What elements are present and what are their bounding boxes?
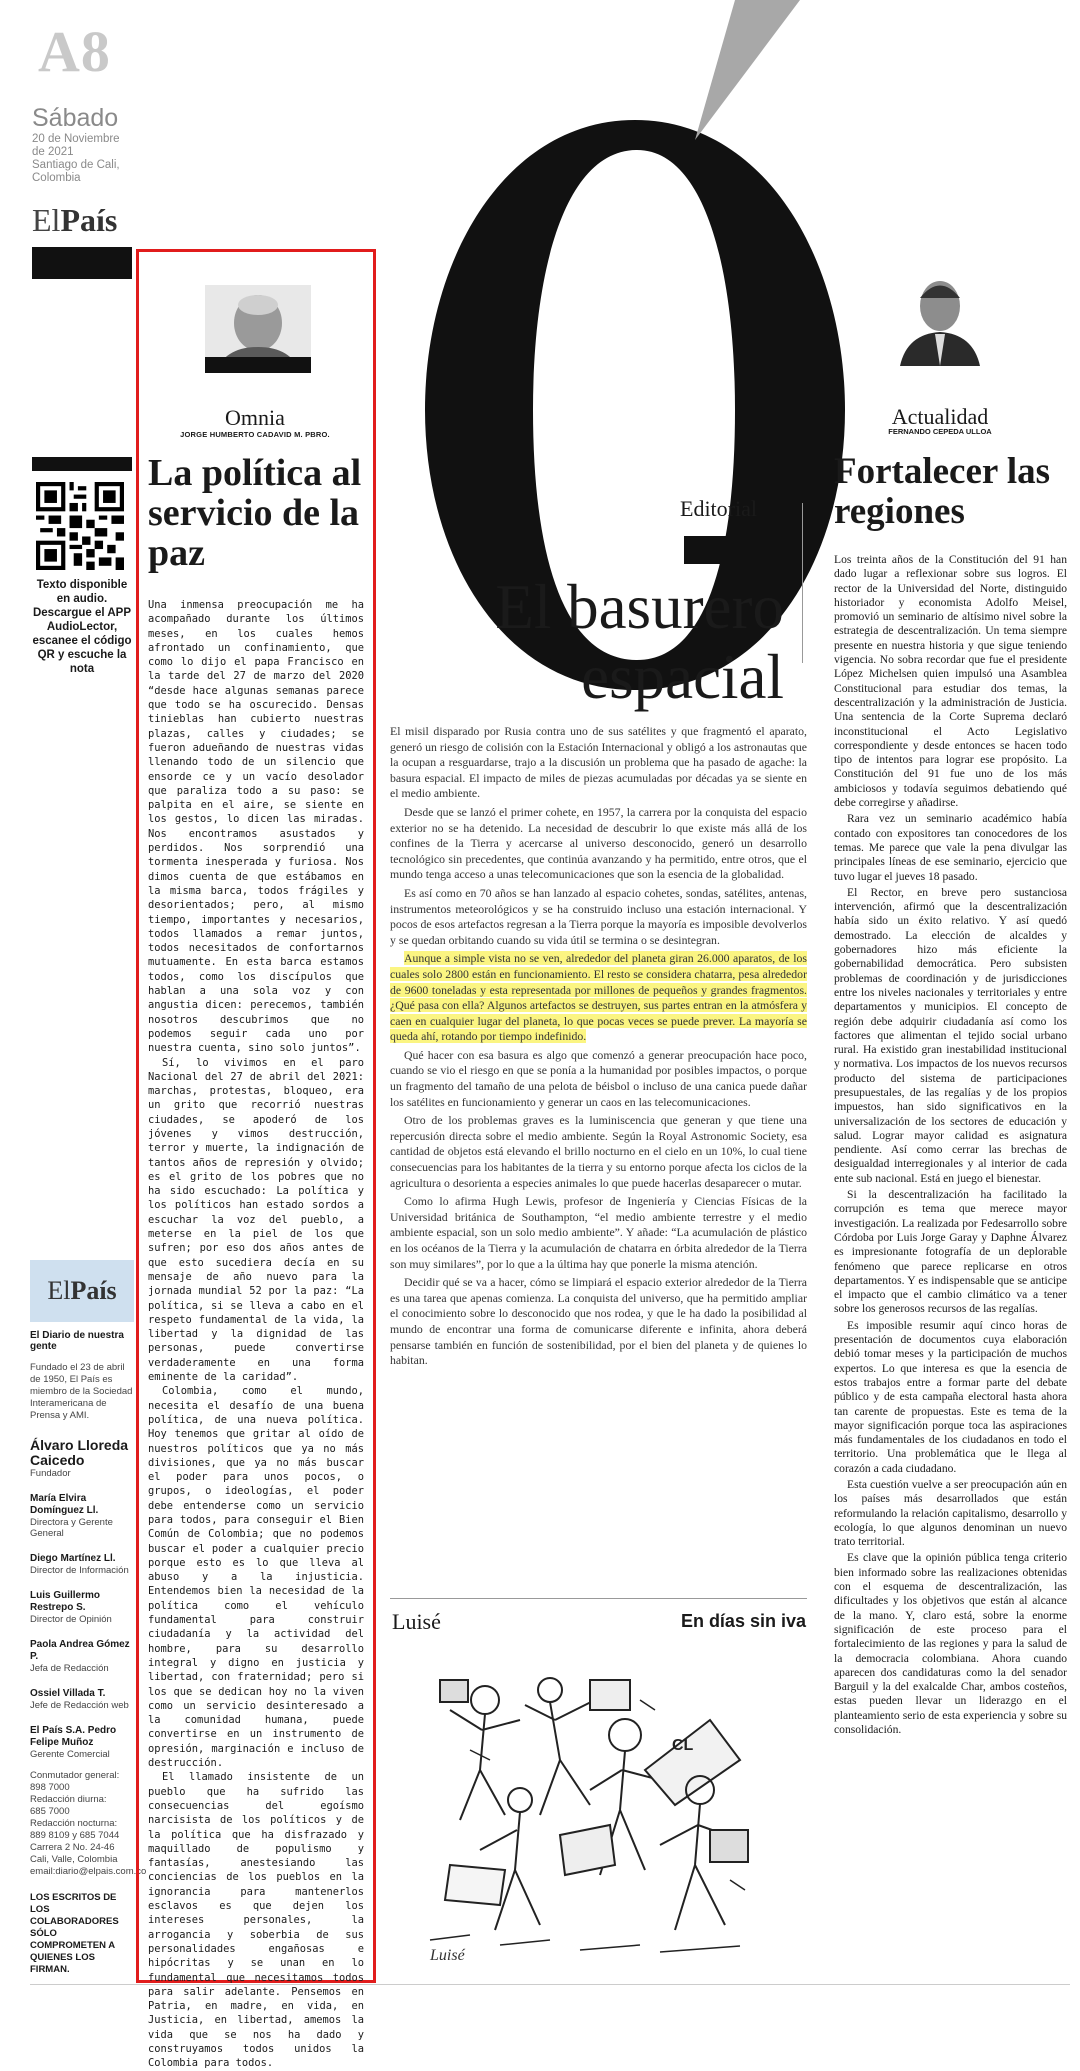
date-block bbox=[32, 104, 142, 185]
staff-name: María Elvira Domínguez Ll. bbox=[30, 1493, 99, 1516]
qr-code-icon[interactable] bbox=[36, 482, 124, 570]
column-author: FERNANDO CEPEDA ULLOA bbox=[888, 427, 992, 436]
audio-note: Texto disponible en audio. Descargue el APP AudioLector, escanee el código QR y escuche la nota bbox=[32, 579, 132, 675]
logo-pais: País bbox=[60, 202, 118, 238]
contact-line: Redacción diurna: bbox=[30, 1794, 107, 1805]
staff-role: Gerente Comercial bbox=[30, 1749, 110, 1760]
paragraph: Es clave que la opinión pública tenga criterio bien informado sobre las realizaciones obtenidas con el esquema de descentralización, las dificultades y los objetivos que están al alcance de la mano. Y, claro está, sobre la enorme significación de este proceso para el fortalecimiento de las regiones y para la salud de la democracia colombiana. Ahora cuando aparecen dos candidaturas como la del senador Barguil y la del exalcalde Char, ambos costeños, estas pueden llevar un liderazgo en el planteamiento serio de esta experiencia y sobre su consolidación. bbox=[834, 1551, 1067, 1737]
newspaper-logo bbox=[32, 202, 117, 239]
masthead-logo-el: El bbox=[47, 1276, 71, 1305]
masthead-founded: Fundado el 23 de abril de 1950, El País es miembro de la Sociedad Interamericana de Prensa y AMI. bbox=[30, 1362, 133, 1421]
author-photo-icon bbox=[205, 285, 311, 373]
column-body bbox=[148, 598, 364, 2071]
staff-name: Luis Guillermo Restrepo S. bbox=[30, 1590, 101, 1613]
paragraph: Decidir qué se va a hacer, cómo se limpiará el espacio exterior alrededor de la Tierra es una tarea que apenas comienza. La conquista del universo, que ha permitido ampliar el conocimiento sobre lo desconocido que nos rodea, y que le ha dado la posibilidad al mundo de encontrar una forma de comunicarse diferente e infinita, ahora deberá pensarse también en función de sostenibilidad, por el bien del planeta y de quienes lo habitan. bbox=[390, 1275, 807, 1368]
staff-role: Director de Información bbox=[30, 1565, 129, 1576]
editorial-lead: El misil disparado por Rusia contra uno de sus satélites y que fragmentó el aparato, generó un riesgo de colisión con la Estación Internacional y obligó a los astronautas que la ocupan a resguardarse, trajo a la discusión un problema que ha pasado de agache: la basura espacial. El impacto de miles de piezas acumuladas por décadas ya se siente en el medio ambiente. bbox=[390, 724, 807, 801]
staff-name: El País S.A. Pedro Felipe Muñoz bbox=[30, 1725, 117, 1748]
cartoon-illustration-icon bbox=[410, 1640, 800, 1970]
divider bbox=[802, 503, 803, 663]
staff-name: Ossiel Villada T. bbox=[30, 1688, 106, 1699]
black-bar bbox=[32, 247, 132, 279]
disclaimer: LOS ESCRITOS DE LOS COLABORADORES SÓLO COMPROMETEN A QUIENES LOS FIRMAN. bbox=[30, 1892, 119, 1975]
paragraph: Como lo afirma Hugh Lewis, profesor de Ingeniería y Ciencias Físicas de la Universidad británica de Southampton, “el medio ambiente terrestre y el medio ambiente espacial, son un solo medio ambiente”. Y añade: “La acumulación de plástico en los océanos de la Tierra y la acumulación de chatarra en órbita alrededor de la Tierra son muy similares”, por lo que a la última hay que ponerle la misma atención. bbox=[390, 1194, 807, 1271]
contact-info bbox=[30, 1770, 147, 1878]
title-line: espacial bbox=[581, 642, 784, 712]
contact-line: Carrera 2 No. 24-46 bbox=[30, 1842, 115, 1853]
contact-line: Cali, Valle, Colombia bbox=[30, 1854, 118, 1865]
contact-line: 898 7000 bbox=[30, 1782, 70, 1793]
highlighted-text: Aunque a simple vista no se ven, alrededor del planeta giran 26.000 aparatos, de los cuales solo 2800 están en funcionamiento. El resto se considera chatarra, pesa alrededor de 9600 toneladas y esta representada por millones de pequeños y grandes fragmentos. ¿Qué pasa con ella? Algunos artefactos se destruyen, sus partes entran en la atmósfera y caen en cualquier lugar del planeta, lo que pocas veces se puede prever. La mayoría se queda ahí, rotando por tiempo indefinido. bbox=[390, 951, 807, 1044]
contact-email[interactable]: email:diario@elpais.com.co bbox=[30, 1866, 147, 1877]
staff-name: Diego Martínez Ll. bbox=[30, 1553, 116, 1564]
editorial-title bbox=[400, 572, 784, 712]
column-section-name: Omnia bbox=[225, 405, 285, 430]
paragraph: El Rector, en breve pero sustanciosa intervención, afirmó que la descentralización había sido un éxito relativo. Y así quedó demostrado. La elección de alcaldes y gobernadores hizo más eficiente la gobernabilidad democrática. Pero subsisten problemas de coordinación y de jurisdicciones entre los niveles nacionales y territoriales y entre departamentos y municipios. El concepto de región debe adquirir ciudadanía así como los factores que alimentan el tejido social urbano rural. Ha existido gran inestabilidad institucional y normativa. Los impactos de los nuevos recursos producto del sistema de participaciones presupuestales, de las regalías y de los propios impuestos, han sido significativos en la universalización de los sectores de educación y salud. Lograr mayor calidad es asignatura pendiente. Así como cerrar las brechas de desigualdad interregionales y al interior de cada ente sub nacional. Está en juego el bienestar. bbox=[834, 885, 1067, 1185]
divider bbox=[30, 1984, 1070, 1985]
date-line: Santiago de Cali, bbox=[32, 159, 120, 171]
staff-role: Directora y Gerente General bbox=[30, 1517, 113, 1539]
editorial-bar bbox=[684, 536, 787, 564]
paragraph: Si la descentralización ha facilitado la corrupción es tema que merece mayor investigación. La realizada por Fedesarrollo sobre Córdoba por Luis Jorge Garay y Daphne Álvarez es impresionante fotografía de un deplorable fenómeno que parece replicarse en otros departamentos. Y es indispensable que se anticipe el impacto que el cambio climático va a tener sobre los generosos recursos de las regalías. bbox=[834, 1188, 1067, 1316]
masthead-tagline: El Diario de nuestra gente bbox=[30, 1330, 124, 1352]
column-author: JORGE HUMBERTO CADAVID M. PBRO. bbox=[180, 430, 330, 439]
divider bbox=[390, 1598, 807, 1599]
paragraph: Desde que se lanzó el primer cohete, en 1957, la carrera por la conquista del espacio exterior no se ha detenido. La necesidad de descubrir lo que existe más allá de los confines de la Tierra y acercarse al universo desconocido, generó un desarrollo tecnológico sin precedentes, que continúa avanzando y ha permitido, entre otros, que el mundo tenga acceso a unas telecomunicaciones que son la esencia de la globalidad. bbox=[390, 804, 807, 882]
date-line: Colombia bbox=[32, 172, 81, 184]
paragraph: Los treinta años de la Constitución del 91 han dado lugar a reflexionar sobre sus logros. El rector de la Universidad del Norte, distinguido historiador y economista Adolfo Meisel, promovió un seminario de altísimo nivel sobre la estrategia de descentralización. Un tema siempre presente en nuestra historia y que sigue teniendo vigencia. No sobra recordar que fue el presidente López Michelsen quien impulsó una Asamblea Constitucional para estudiar dos temas, la descentralización y la administración de Justicia. Una sentencia de la Corte Suprema declaró inconstitucional el Acto Legislativo correspondiente y desde entonces se hacen todo tipo de intentos para lograr ese propósito. La Constitución del 91 fue uno de los más ambiciosos y todavía seguimos debatiendo qué debe corregirse y añadirse. bbox=[834, 553, 1067, 810]
paragraph: Qué hacer con esa basura es algo que comenzó a generar preocupación hace poco, cuando se vio el riesgo en que se ponía a la humanidad por posibles impactos, o porque un fragmento del tamaño de una pelota de béisbol o incluso de una canica puede dañar los satélites en funcionamiento y generar un caos en las telecomunicaciones. bbox=[390, 1047, 807, 1109]
paragraph: Colombia, como el mundo, necesita el desafío de una buena política, de una nueva política. Hoy tenemos que gritar al oído de nuestros políticos que ya no más divisiones, que ya no más buscar el poder para unos pocos, o grupos, o ideologías, el poder debe entenderse como un servicio para todos, para conseguir el Bien Común de Colombia; que no podemos buscar el poder a cualquier precio porque esto es lo que lleva al abuso y a la injusticia. Entendemos bien la necesidad de la política como el vehículo fundamental para construir ciudadanía y la actividad del hombre, para su desarrollo integral y digno en justicia y libertad, con fraternidad; pero si los que se dedican hoy no la viven como un servicio desinteresado a la comunidad humana, puede convertirse en un instrumento de opresión, marginación e incluso de destrucción. bbox=[148, 1385, 364, 1770]
title-line: El basurero bbox=[495, 572, 784, 642]
editorial-label: Editorial bbox=[680, 496, 757, 521]
logo-el: El bbox=[32, 202, 61, 238]
paragraph: Sí, lo vivimos en el paro Nacional del 27 de abril del 2021: marchas, protestas, bloqueo, era un grito que recorrió nuestras ciudades, se apoderó de los jóvenes y vimos destrucción, terror y muerte, la indignación de tantos años de represión y olvido; es el grito de los pobres que no ha sido escuchado: La política y los políticos han estado sordos a escuchar la voz del pueblo, a meterse en la piel de los que sufren; por eso dos años antes de que esto sucediera decía en su mensaje de año nuevo para la jornada mundial 52 por la paz: “La política, si se lleva a cabo en el respeto fundamental de la vida, la libertad y la dignidad de las personas, puede convertirse verdaderamente en una forma eminente de la caridad”. bbox=[148, 1056, 364, 1384]
paragraph: Es imposible resumir aquí cinco horas de presentación de documentos cuya elaboración debió tomar meses y la participación de muchos expertos. Lo que interesa es que la esencia de estos trabajos entre a formar parte del debate público y de esta campaña electoral hasta ahora tan carente de propuestas. Este es tema de la mayor significación porque toca las aspiraciones más fundamentales de los ciudadanos en todo el territorio. Una problemática que le llega al corazón a cada ciudadano. bbox=[834, 1318, 1067, 1475]
contact-line: Conmutador general: bbox=[30, 1770, 120, 1781]
column-title: Fortalecer las regiones bbox=[834, 451, 1051, 532]
masthead-logo-pais: País bbox=[70, 1276, 117, 1305]
paragraph: El llamado insistente de un pueblo que ha sufrido las consecuencias del egoísmo narcisista de los políticos y de la política que ha disfrazado y maquillado de populismo y fantasías, anestesiando las conciencias de los pueblos en la ignorancia para mantenerlos esclavos es que dejen los intereses personales, la arrogancia y soberbia de sus personalidades engañosas e hipócritas y se unan en lo fundamental que necesitamos todos para salir adelante. Pensemos en Patria, en madre, en vida, en Justicia, en libertad, amemos la vida que se nos ha dado y construyamos todos unidos la Colombia para todos. bbox=[148, 1771, 364, 2070]
staff-role: Jefe de Redacción web bbox=[30, 1700, 129, 1711]
staff-role: Jefa de Redacción bbox=[30, 1663, 109, 1674]
cartoon-signature: Luisé bbox=[430, 1947, 465, 1964]
cartoonist-name: Luisé bbox=[392, 1609, 441, 1634]
cartoon-caption: En días sin iva bbox=[680, 1611, 806, 1631]
paragraph: Esta cuestión vuelve a ser preocupación aún en los países más desarrollados que están reformulando la relación capitalismo, desarrollo y ecología, lo que algunos denominan un nuevo trato territorial. bbox=[834, 1478, 1067, 1549]
founder-name: Álvaro Lloreda Caicedo bbox=[30, 1437, 129, 1468]
editorial-body bbox=[390, 724, 807, 1372]
masthead-logo bbox=[30, 1260, 134, 1322]
column-body bbox=[834, 553, 1067, 1739]
column-section-name: Actualidad bbox=[891, 404, 989, 429]
contact-line: 685 7000 bbox=[30, 1806, 70, 1817]
date-line: de 2021 bbox=[32, 146, 74, 158]
paragraph: Es así como en 70 años se han lanzado al espacio cohetes, sondas, satélites, antenas, instrumentos meteorológicos y se ha construido incluso una estación internacional. Y pocos de esos artefactos regresan a la Tierra porque la mayoría es imposible devolverlos y se quedan orbitando cuando su vida útil se termina o se desintegran. bbox=[390, 885, 807, 947]
column-title: La política al servicio de la paz bbox=[148, 452, 362, 574]
page-number: A8 bbox=[38, 19, 111, 84]
highlighted-paragraph bbox=[390, 951, 807, 1045]
paragraph: Una inmensa preocupación me ha acompañado durante los últimos meses, en los cuales hemos afrontado un confinamiento, que como lo dijo el papa Francisco en la tarde del 27 de marzo del 2020 “desde hace algunas semanas parece que todo se ha oscurecido. Densas tinieblas han cubierto nuestras plazas, calles y ciudades; se fueron adueñando de nuestras vidas llenando todo de un silencio que ensorde ce y un vacío desolador que paraliza todo a su paso: se palpita en el aire, se siente en los gestos, lo dicen las miradas. Nos encontramos asustados y perdidos. Nos sorprendió una tormenta inesperada y furiosa. Nos dimos cuenta de que estábamos en la misma barca, todos frágiles y desorientados; pero, al mismo tiempo, importantes y necesarios, todos llamados a remar juntos, todos necesitados de confortarnos mutuamente. En esta barca estamos todos, como los discípulos que hablan a una sola voz y con angustia dicen: perecemos, también nosotros descubrimos que no podemos seguir cada uno por nuestra cuenta, sino solo juntos”. bbox=[148, 599, 364, 1055]
staff-name: Paola Andrea Gómez P. bbox=[30, 1639, 130, 1662]
paragraph: Rara vez un seminario académico había contado con expositores tan conocedores de los temas. Me parece que vale la pena divulgar las principales líneas de ese seminario, ejercicio que tuvo lugar el jueves 18 pasado. bbox=[834, 812, 1067, 883]
weekday: Sábado bbox=[32, 104, 119, 132]
masthead bbox=[30, 1260, 147, 1976]
staff-role: Director de Opinión bbox=[30, 1614, 112, 1625]
date-line: 20 de Noviembre bbox=[32, 133, 120, 145]
author-photo-icon bbox=[895, 268, 985, 366]
founder-role: Fundador bbox=[30, 1468, 71, 1479]
paragraph: Otro de los problemas graves es la luminiscencia que generan y que tiene una repercusión directa sobre el medio ambiente. Según la Royal Astronomic Society, esa cantidad de objetos está elevando el brillo nocturno en el cielo en un 10%, lo cual tiene consecuencias para los habitantes de la tierra y su entorno porque afecta los ciclos de la agricultura o desorienta a especies animales lo que puede hacerlas desaparecer o mutar. bbox=[390, 1113, 807, 1190]
cartoon-bag-label: CL bbox=[672, 1737, 694, 1754]
black-bar-small bbox=[32, 457, 132, 471]
contact-line: 889 8109 y 685 7044 bbox=[30, 1830, 120, 1841]
contact-line: Redacción nocturna: bbox=[30, 1818, 118, 1829]
